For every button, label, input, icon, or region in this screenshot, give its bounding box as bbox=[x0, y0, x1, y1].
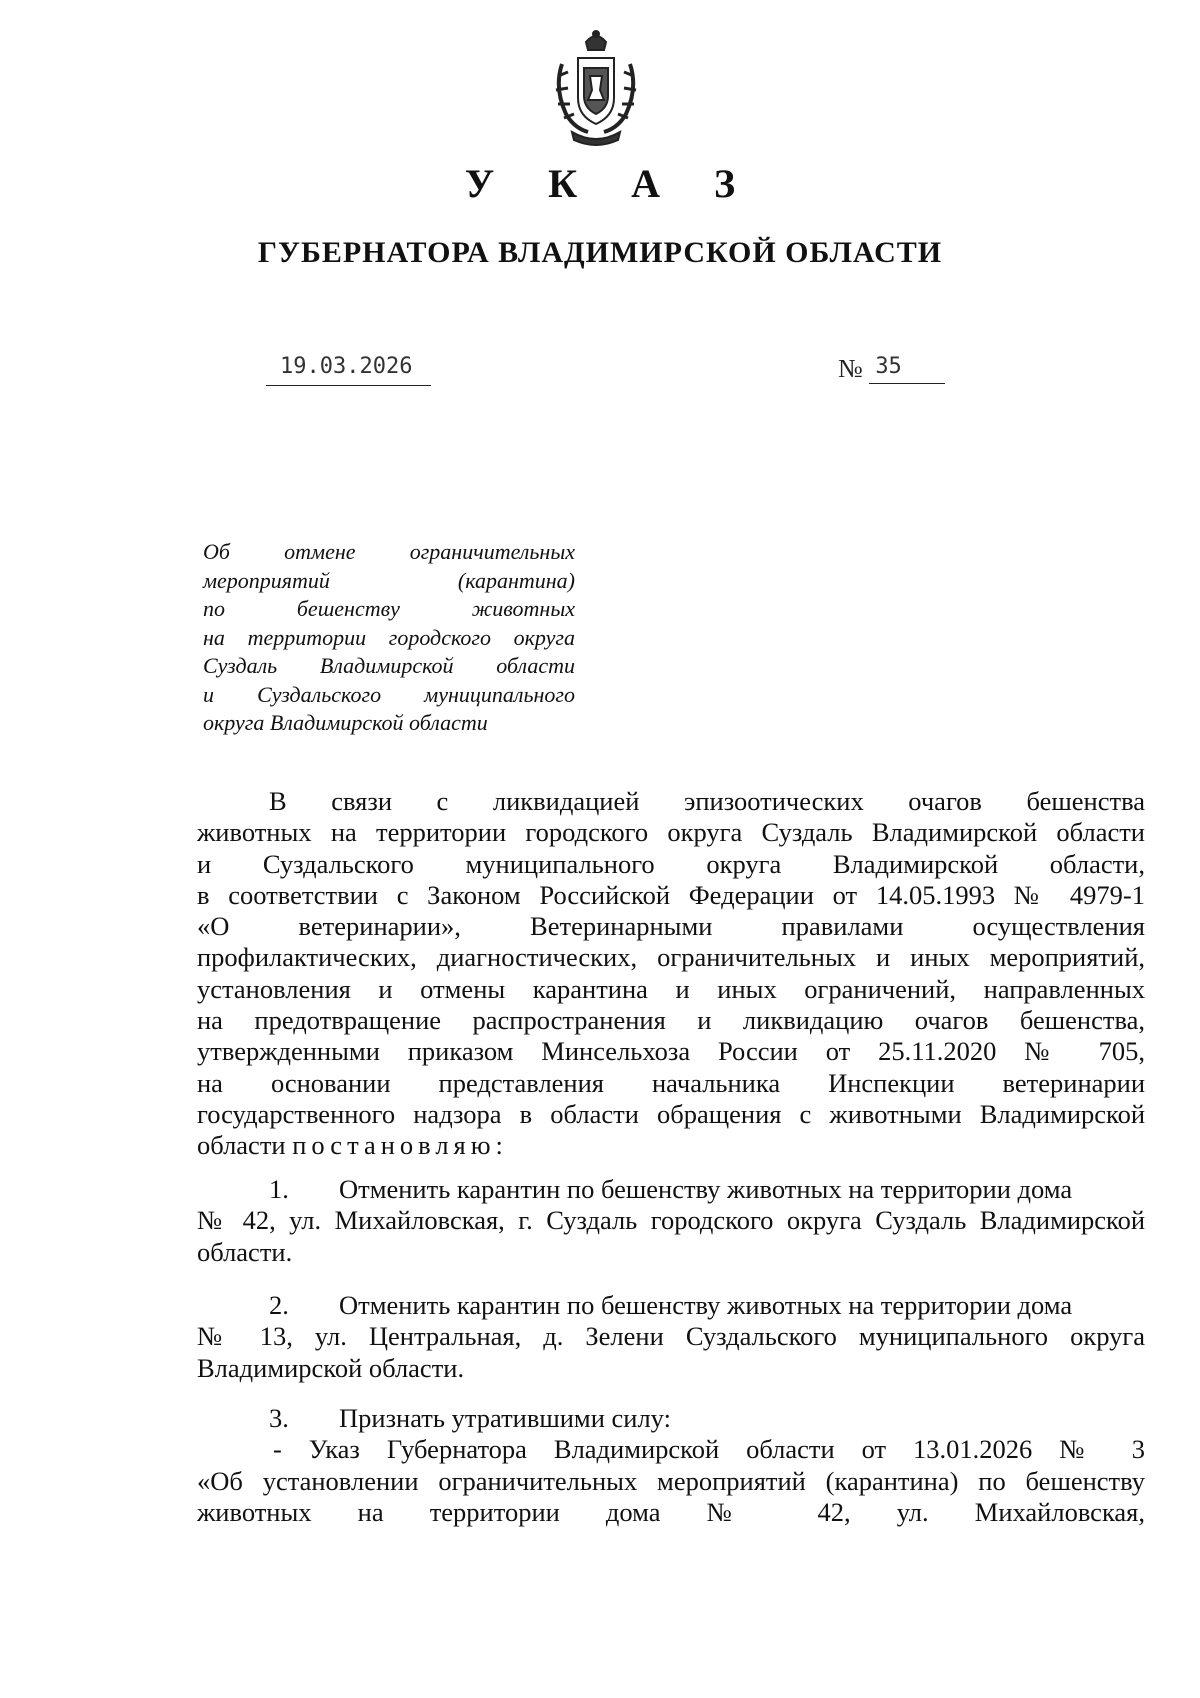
item-sub-line: «Об установлении ограничительных мероприятий (карантина) по бешенству bbox=[197, 1465, 1145, 1496]
document-number: 35 bbox=[869, 354, 945, 384]
decree-word: постановляю: bbox=[292, 1130, 508, 1161]
heading-line: Суздаль Владимирской области bbox=[203, 653, 575, 678]
number-sign: № bbox=[838, 354, 863, 383]
preamble-end: области bbox=[197, 1130, 286, 1161]
preamble-line: на предотвращение распространения и ликвидацию очагов бешенства, bbox=[197, 1005, 1145, 1036]
preamble-line: утвержденными приказом Минсельхоза России от 25.11.2020 № 705, bbox=[197, 1036, 1145, 1067]
item-2 bbox=[197, 1290, 1145, 1384]
heading-line: и Суздальского муниципального bbox=[203, 681, 575, 707]
item-number: 1. bbox=[269, 1174, 289, 1204]
item-number: 2. bbox=[269, 1290, 289, 1320]
coat-of-arms-emblem bbox=[548, 28, 644, 148]
heading-line: на территории городского округа bbox=[203, 624, 575, 650]
document-number-block bbox=[838, 354, 945, 386]
heading-line: Об отмене ограничительных bbox=[203, 539, 575, 564]
item-text: Отменить карантин по бешенству животных на территории дома bbox=[339, 1290, 1073, 1320]
item-line: области. bbox=[197, 1236, 293, 1267]
item-text: Признать утратившими силу: bbox=[339, 1403, 671, 1433]
item-line: № 42, ул. Михайловская, г. Суздаль городского округа Суздаль Владимирской bbox=[197, 1205, 1145, 1236]
item-sub-line: - Указ Губернатора Владимирской области от 13.01.2026 № 3 bbox=[273, 1434, 1145, 1465]
preamble-line: в соответствии с Законом Российской Федерации от 14.05.1993 № 4979-1 bbox=[197, 879, 1145, 910]
preamble-line: В связи с ликвидацией эпизоотических очагов бешенства bbox=[269, 786, 1145, 816]
item-line bbox=[197, 1403, 1145, 1434]
document-subtitle: ГУБЕРНАТОРА ВЛАДИМИРСКОЙ ОБЛАСТИ bbox=[257, 236, 943, 269]
heading-line: по бешенству животных bbox=[203, 596, 575, 621]
preamble-final-line bbox=[197, 1130, 1145, 1161]
item-text: Отменить карантин по бешенству животных на территории дома bbox=[339, 1174, 1073, 1204]
item-sub-line: животных на территории дома № 42, ул. Михайловская, bbox=[197, 1496, 1145, 1527]
item-line bbox=[197, 1174, 1145, 1205]
item-3 bbox=[197, 1403, 1145, 1528]
item-1 bbox=[197, 1174, 1145, 1268]
heading-line: мероприятий (карантина) bbox=[203, 567, 575, 593]
preamble-line: на основании представления начальника Инспекции ветеринарии bbox=[197, 1067, 1145, 1098]
preamble-line: «О ветеринарии», Ветеринарными правилами осуществления bbox=[197, 911, 1145, 942]
document-title: У К А З bbox=[464, 161, 758, 206]
item-line: № 13, ул. Центральная, д. Зелени Суздальского муниципального округа bbox=[197, 1321, 1145, 1352]
item-line bbox=[197, 1290, 1145, 1321]
item-line: Владимирской области. bbox=[197, 1352, 465, 1383]
preamble-line: животных на территории городского округа Суздаль Владимирской области bbox=[197, 817, 1145, 848]
document-heading bbox=[203, 538, 575, 738]
document-date: 19.03.2026 bbox=[266, 354, 431, 386]
preamble-paragraph bbox=[197, 786, 1145, 1162]
preamble-line: профилактических, диагностических, ограничительных и иных мероприятий, bbox=[197, 942, 1145, 973]
heading-line: округа Владимирской области bbox=[203, 710, 488, 735]
preamble-line: и Суздальского муниципального округа Владимирской области, bbox=[197, 848, 1145, 879]
item-number: 3. bbox=[269, 1403, 289, 1433]
preamble-line: государственного надзора в области обращения с животными Владимирской bbox=[197, 1098, 1145, 1129]
preamble-line: установления и отмены карантина и иных ограничений, направленных bbox=[197, 973, 1145, 1004]
